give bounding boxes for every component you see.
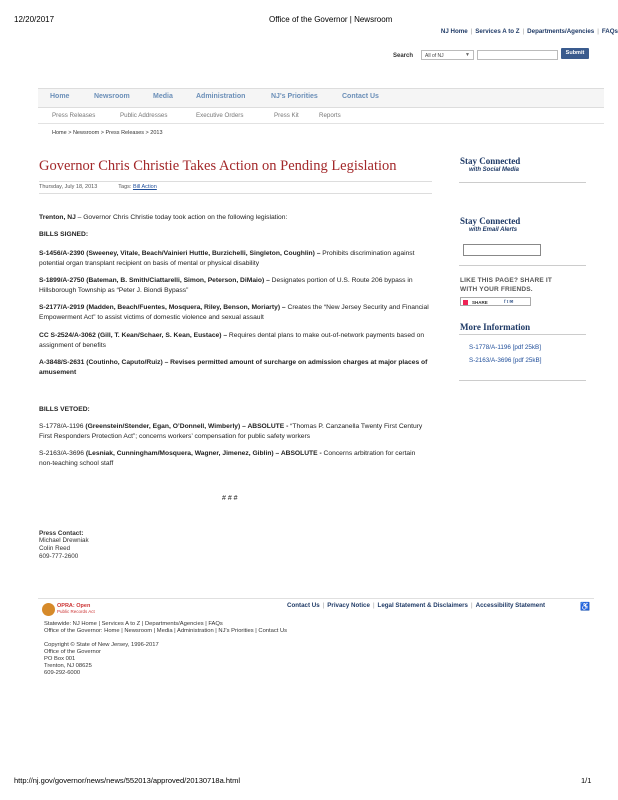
subnav-divider [38,123,604,124]
tags-label: Tags: [118,184,132,190]
bill-id: S-1456/A-2390 (Sweeney, Vitale, Beach/Vainieri Huttle, Burzichelli, Singleton, Coughlin) – [39,250,321,257]
print-url: http://nj.gov/governor/news/news/552013/approved/20130718a.html [14,776,240,785]
stay-connected-email-heading: Stay Connected [460,216,521,226]
main-nav [38,88,604,108]
opra-logo[interactable] [42,603,95,617]
intro-text: – Governor Chris Christie today took action on the following legislation: [75,214,288,221]
top-link-nj-home[interactable]: NJ Home [440,28,468,35]
end-mark: # # # [222,495,238,502]
signed-heading: BILLS SIGNED: [39,231,89,238]
footer-link-privacy[interactable]: Privacy Notice [327,602,370,609]
top-link-departments[interactable]: Departments/Agencies [527,28,595,35]
press-contact-name-2: Colin Reed [39,545,71,552]
press-contact-phone: 609-777-2600 [39,553,79,560]
copyright-line-3: PO Box 001 [44,656,76,662]
nav-administration[interactable]: Administration [196,93,246,100]
breadcrumb[interactable]: Home > Newsroom > Press Releases > 2013 [52,130,163,136]
subnav-public-addresses[interactable]: Public Addresses [120,112,168,119]
bill-summary: Designates portion of U.S. Route 206 bypass in Hillsborough Township as “Peter J. Biondi Bypass” [39,277,413,294]
sidebar-divider [459,182,586,183]
social-icons: f t ✉ [504,299,514,304]
top-link-faqs[interactable]: FAQs [601,28,618,35]
signed-bill-5 [39,358,429,377]
bill-id: S-1778/A-1196 [39,423,86,430]
bill-summary: Creates the “New Jersey Security and Financial Empowerment Act” to assist victims of domestic violence and sexual assault [39,304,429,321]
top-link-services[interactable]: Services A to Z [475,28,520,35]
share-prompt-line-2: WITH YOUR FRIENDS. [460,286,533,293]
title-divider [39,181,432,182]
chevron-down-icon: ▼ [465,52,470,58]
signed-bill-2 [39,276,429,295]
bill-sponsors: (Lesniak, Cunningham/Mosquera, Wagner, Jimenez, Giblin) – ABSOLUTE - [85,450,322,457]
copyright-line-2: Office of the Governor [44,649,101,655]
accessibility-icon[interactable]: ♿ [580,602,590,611]
footer-link-legal[interactable]: Legal Statement & Disclaimers [377,602,468,609]
more-information-heading: More Information [460,322,531,332]
sidebar-divider [459,265,586,266]
page-title: Governor Chris Christie Takes Action on Pending Legislation [39,158,397,174]
nav-contact-us[interactable]: Contact Us [342,93,379,100]
footer-links: Contact Us | Privacy Notice | Legal Statement & Disclaimers | Accessibility Statement [287,602,546,609]
email-alerts-input[interactable] [463,244,541,256]
search-input[interactable] [477,50,558,60]
vetoed-heading: BILLS VETOED: [39,406,90,413]
share-button[interactable] [460,297,531,306]
bill-id: CC S-2524/A-3062 (Gill, T. Kean/Schaer, S. Kean, Eustace) – [39,332,228,339]
meta-divider [39,193,432,194]
share-icon [463,300,468,305]
nav-priorities[interactable]: NJ's Priorities [271,93,318,100]
footer-link-contact[interactable]: Contact Us [287,602,320,609]
bill-id: S-2177/A-2919 (Madden, Beach/Fuentes, Mosquera, Riley, Benson, Moriarty) – [39,304,286,311]
search-scope-select[interactable] [421,50,474,60]
pdf-link-s2163[interactable]: S-2163/A-3696 [pdf 25kB] [469,357,542,364]
signed-bill-4 [39,331,429,350]
pdf-link-s1778[interactable]: S-1778/A-1196 [pdf 25kB] [469,344,541,351]
bill-summary: “Thomas P. Canzanella Twenty First Century First Responders Protection Act”; concerns workers’ compensation for public safety workers [39,423,423,440]
subnav-executive-orders[interactable]: Executive Orders [196,112,244,119]
bill-summary: Concerns arbitration for certain non-teaching school staff [39,450,416,467]
bill-id: S-1899/A-2750 (Bateman, B. Smith/Ciattarelli, Simon, Peterson, DiMaio) – [39,277,270,284]
subnav-reports[interactable]: Reports [319,112,341,119]
press-contact-heading: Press Contact: [39,530,84,537]
tag-link[interactable]: Bill Action [132,184,157,190]
social-media-link[interactable]: with Social Media [469,167,520,173]
share-prompt-line-1: LIKE THIS PAGE? SHARE IT [460,277,553,284]
share-prompt [460,276,552,294]
article-meta [39,184,157,190]
subnav-press-releases[interactable]: Press Releases [52,112,96,119]
press-contact-name-1: Michael Drewniak [39,537,89,544]
email-alerts-label: with Email Alerts [469,227,518,233]
bill-summary: Requires dental plans to make out-of-network payments based on assignment of benefits [39,332,425,349]
sidebar-divider [459,380,586,381]
search-label: Search [393,53,414,59]
nav-home[interactable]: Home [50,93,70,100]
footer-divider [38,598,594,599]
copyright-line-4: Trenton, NJ 08625 [44,663,92,669]
footer-link-accessibility[interactable]: Accessibility Statement [475,602,546,609]
opra-title: OPRA: Open [57,603,91,609]
opra-logo-icon [42,603,55,616]
share-label: SHARE [472,299,488,305]
copyright-line-1: Copyright © State of New Jersey, 1996-2017 [44,642,159,648]
bill-id: A-3848/S-2631 (Coutinho, Caputo/Ruiz) – Revises permitted amount of surcharge on admission charges at major places of amusement [39,359,428,376]
footer-statewide[interactable]: Statewide: NJ Home | Services A to Z | Departments/Agencies | FAQs [44,621,223,627]
dateline: Trenton, NJ [39,214,76,221]
footer-office[interactable]: Office of the Governor: Home | Newsroom | Media | Administration | NJ's Priorities | Contact Us [44,628,288,634]
bill-id: S-2163/A-3696 [39,450,86,457]
nav-newsroom[interactable]: Newsroom [94,93,130,100]
signed-bill-1 [39,249,429,268]
top-links: NJ Home | Services A to Z | Departments/Agencies | FAQs [440,28,618,35]
signed-bill-3 [39,303,429,322]
print-page-number: 1/1 [581,776,592,785]
opra-subtitle: Public Records Act [57,609,95,614]
print-title: Office of the Governor | Newsroom [269,15,393,24]
copyright-line-5: 609-292-6000 [44,670,81,676]
search-submit-button[interactable]: Submit [561,48,589,59]
bill-sponsors: (Greenstein/Stender, Egan, O’Donnell, Wimberly) – ABSOLUTE - [85,423,289,430]
search-scope-value: All of NJ [425,53,444,59]
sidebar-divider [459,334,586,335]
vetoed-bill-2 [39,449,429,468]
intro-paragraph [39,213,429,223]
print-date: 12/20/2017 [14,15,55,24]
nav-media[interactable]: Media [153,93,173,100]
article-date: Thursday, July 18, 2013 [39,184,98,190]
bill-summary: Prohibits discrimination against potential organ transplant recipient on basis of mental or physical disability [39,250,415,267]
vetoed-bill-1 [39,422,429,441]
subnav-press-kit[interactable]: Press Kit [274,112,299,119]
stay-connected-social-heading: Stay Connected [460,156,521,166]
